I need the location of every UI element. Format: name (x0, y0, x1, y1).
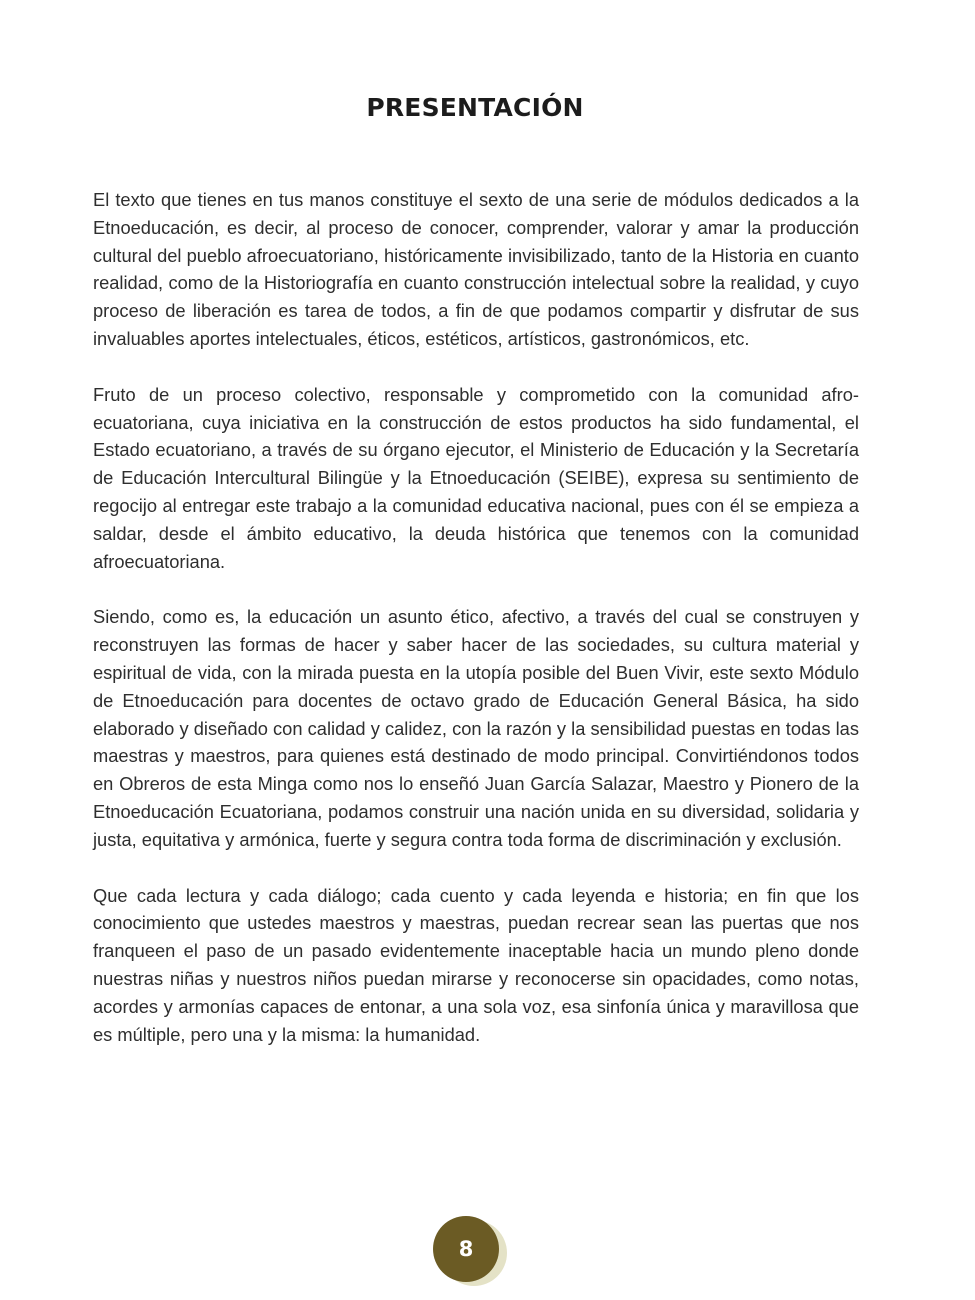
body-text (93, 186, 859, 1076)
page-number: 8 (433, 1216, 499, 1282)
page-title: PRESENTACIÓN (366, 93, 584, 122)
paragraph-4: Que cada lectura y cada diálogo; cada cuento y cada leyenda e historia; en fin que los conocimiento que ustedes maestros y maestras, puedan recrear sean las puertas que nos franqueen el paso de un pasado evidentemente inaceptable hacia un mundo pleno donde nuestras niñas y nuestros niños puedan mirarse y reconocerse sin opacidades, como notas, acordes y armonías capaces de entonar, a una sola voz, esa sinfonía única y maravillosa que es múltiple, pero una y la misma: la humanidad. (93, 884, 859, 1045)
paragraph-1: El texto que tienes en tus manos constituye el sexto de una serie de módulos dedicados a la Etnoeducación, es decir, al proceso de conocer, comprender, valorar y amar la producción cultural del pueblo afroecuatoriano, históricamente invisibilizado, tanto de la Historia en cuanto realidad, como de la Historiografía en cuanto construcción intelectual sobre la realidad, y cuyo proceso de liberación es tarea de todos, a fin de que podamos compartir y disfrutar de sus invaluables aportes intelectuales, éticos, estéticos, artísticos, gastronómicos, etc. (93, 189, 859, 349)
paragraph-2: Fruto de un proceso colectivo, responsable y comprometido con la comunidad afroecuatoriana, cuya iniciativa en la construcción de estos productos ha sido fundamental, el Estado ecuatoriano, a través de su órgano ejecutor, el Ministerio de Educación y la Secretaría de Educación Intercultural Bilingüe y la Etnoeducación (SEIBE), expresa su sentimiento de regocijo al entregar este trabajo a la comunidad educativa nacional, pues con él se empieza a saldar, desde el ámbito educativo, la deuda histórica que tenemos con la comunidad afroecuatoriana. (93, 383, 859, 572)
page-number-badge (433, 1216, 509, 1286)
paragraph-3: Siendo, como es, la educación un asunto ético, afectivo, a través del cual se construyen y reconstruyen las formas de hacer y saber hacer de las sociedades, su cultura material y espiritual de vida, con la mirada puesta en la utopía posible del Buen Vivir, este sexto Módulo de Etnoeducación para docentes de octavo grado de Educación General Básica, ha sido elaborado y diseñado con calidad y calidez, con la razón y la sensibilidad puestas en todas las maestras y maestros, para quienes está destinado de modo principal. Convirtiéndonos todos en Obreros de esta Minga como nos lo enseñó Juan García Salazar, Maestro y Pionero de la Etnoeducación Ecuatoriana, podamos construir una nación unida en su diversidad, solidaria y justa, equitativa y armónica, fuerte y segura contra toda forma de discriminación y exclusión. (93, 606, 859, 850)
